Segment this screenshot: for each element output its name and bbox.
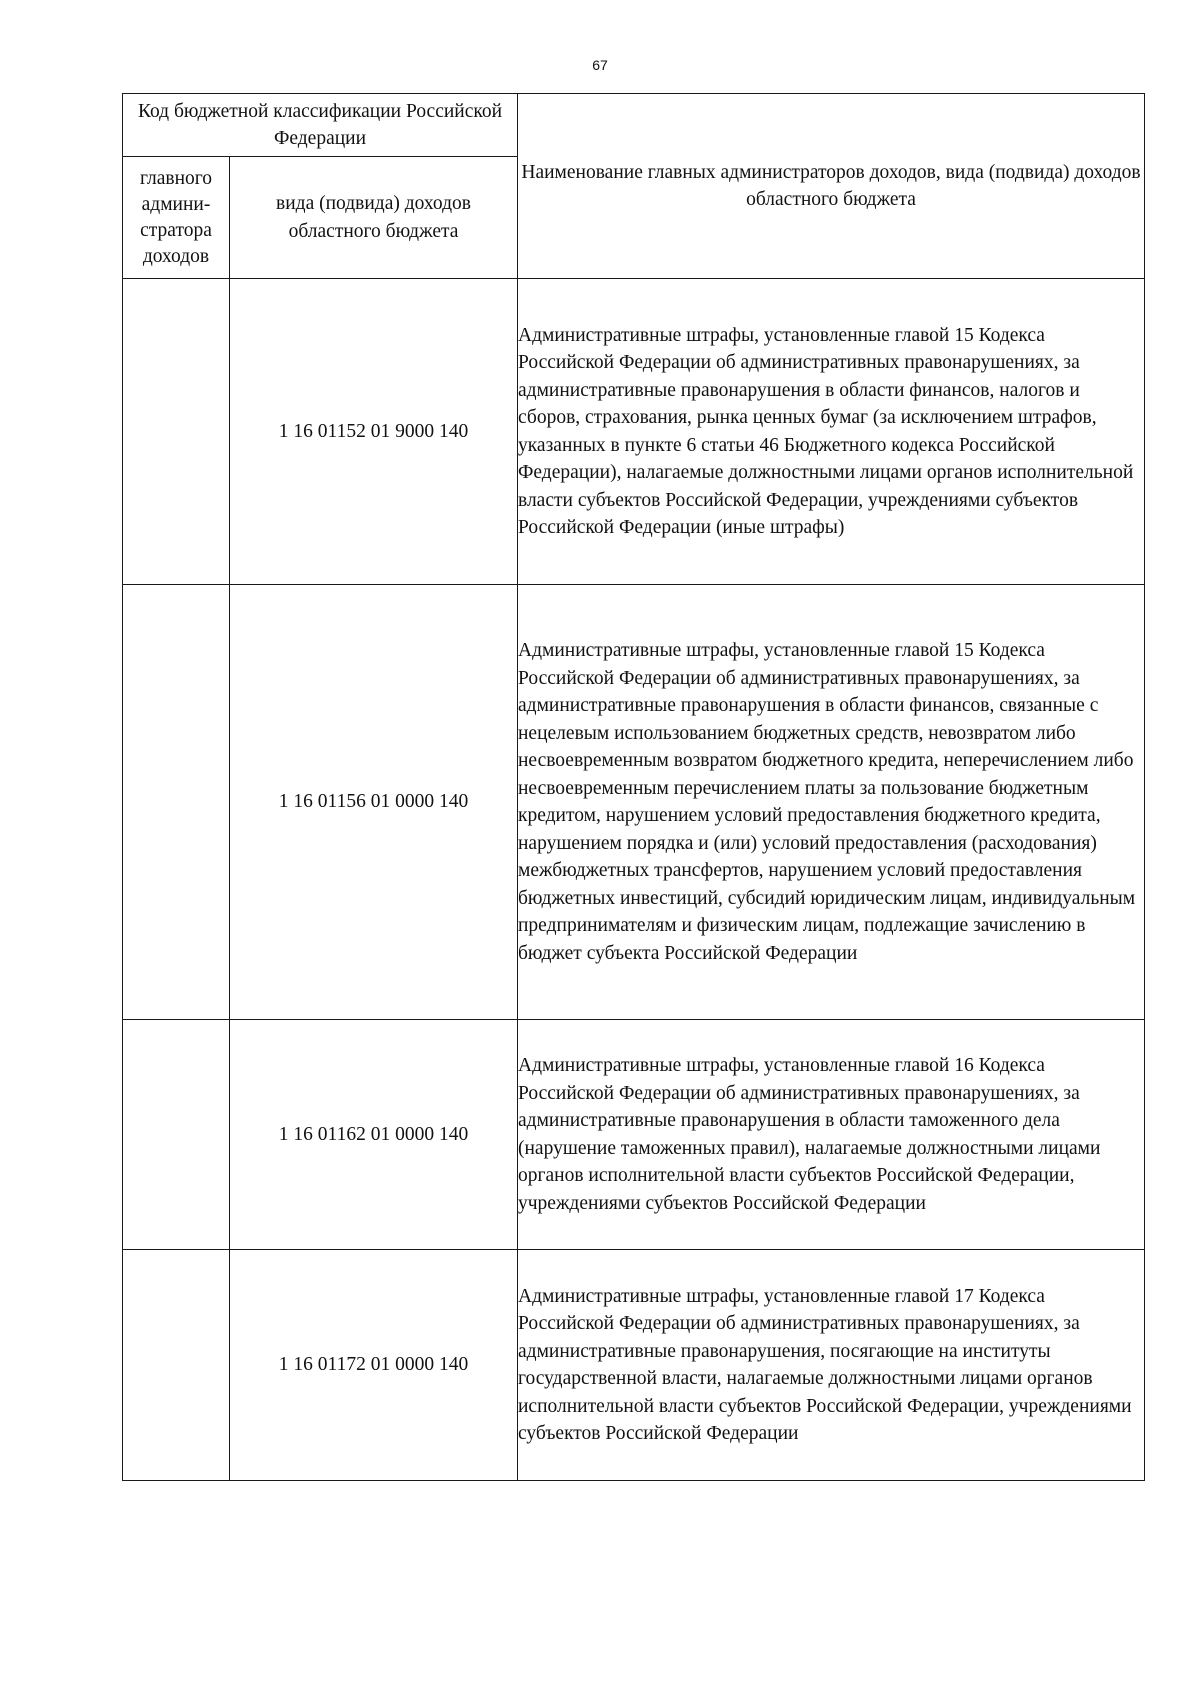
table-row bbox=[123, 1020, 1145, 1250]
header-budget-classification-code: Код бюджетной классификации Российской Федерации bbox=[123, 94, 518, 157]
income-name-cell: Административные штрафы, установленные главой 16 Кодекса Российской Федерации об административных правонарушениях, за административные правонарушения в области таможенного дела (нарушение таможенных правил), налагаемые должностными лицами органов исполнительной власти субъектов Российской Федерации, учреждениями субъектов Российской Федерации bbox=[518, 1020, 1145, 1250]
income-code-cell: 1 16 01152 01 9000 140 bbox=[230, 279, 518, 585]
table-header-row-group bbox=[123, 94, 1145, 157]
budget-classification-table bbox=[122, 93, 1145, 1481]
admin-code-cell bbox=[123, 1250, 230, 1481]
table-row bbox=[123, 1250, 1145, 1481]
admin-code-cell bbox=[123, 585, 230, 1020]
table-row bbox=[123, 279, 1145, 585]
header-main-administrator: главного админи- стратора доходов bbox=[123, 157, 230, 279]
income-name-cell: Административные штрафы, установленные главой 15 Кодекса Российской Федерации об административных правонарушениях, за административные правонарушения в области финансов, налогов и сборов, страхования, рынка ценных бумаг (за исключением штрафов, указанных в пункте 6 статьи 46 Бюджетного кодекса Российской Федерации), налагаемые должностными лицами органов исполнительной власти субъектов Российской Федерации, учреждениями субъектов Российской Федерации (иные штрафы) bbox=[518, 279, 1145, 585]
admin-code-cell bbox=[123, 279, 230, 585]
income-code-cell: 1 16 01172 01 0000 140 bbox=[230, 1250, 518, 1481]
income-name-cell: Административные штрафы, установленные главой 15 Кодекса Российской Федерации об административных правонарушениях, за административные правонарушения в области финансов, связанные с нецелевым использованием бюджетных средств, невозвратом либо несвоевременным возвратом бюджетного кредита, неперечислением либо несвоевременным перечислением платы за пользование бюджетным кредитом, нарушением условий предоставления бюджетного кредита, нарушением порядка и (или) условий предоставления (расходования) межбюджетных трансфертов, нарушением условий предоставления бюджетных инвестиций, субсидий юридическим лицам, индивидуальным предпринимателям и физическим лицам, подлежащие зачислению в бюджет субъекта Российской Федерации bbox=[518, 585, 1145, 1020]
income-name-cell: Административные штрафы, установленные главой 17 Кодекса Российской Федерации об административных правонарушениях, за административные правонарушения, посягающие на институты государственной власти, налагаемые должностными лицами органов исполнительной власти субъектов Российской Федерации, учреждениями субъектов Российской Федерации bbox=[518, 1250, 1145, 1481]
table-row bbox=[123, 585, 1145, 1020]
header-administrator-name: Наименование главных администраторов доходов, вида (подвида) доходов областного бюджета bbox=[518, 94, 1145, 279]
income-code-cell: 1 16 01162 01 0000 140 bbox=[230, 1020, 518, 1250]
income-code-cell: 1 16 01156 01 0000 140 bbox=[230, 585, 518, 1020]
header-income-type-code: вида (подвида) доходов областного бюджета bbox=[230, 157, 518, 279]
page-number: 67 bbox=[592, 57, 608, 73]
admin-code-cell bbox=[123, 1020, 230, 1250]
